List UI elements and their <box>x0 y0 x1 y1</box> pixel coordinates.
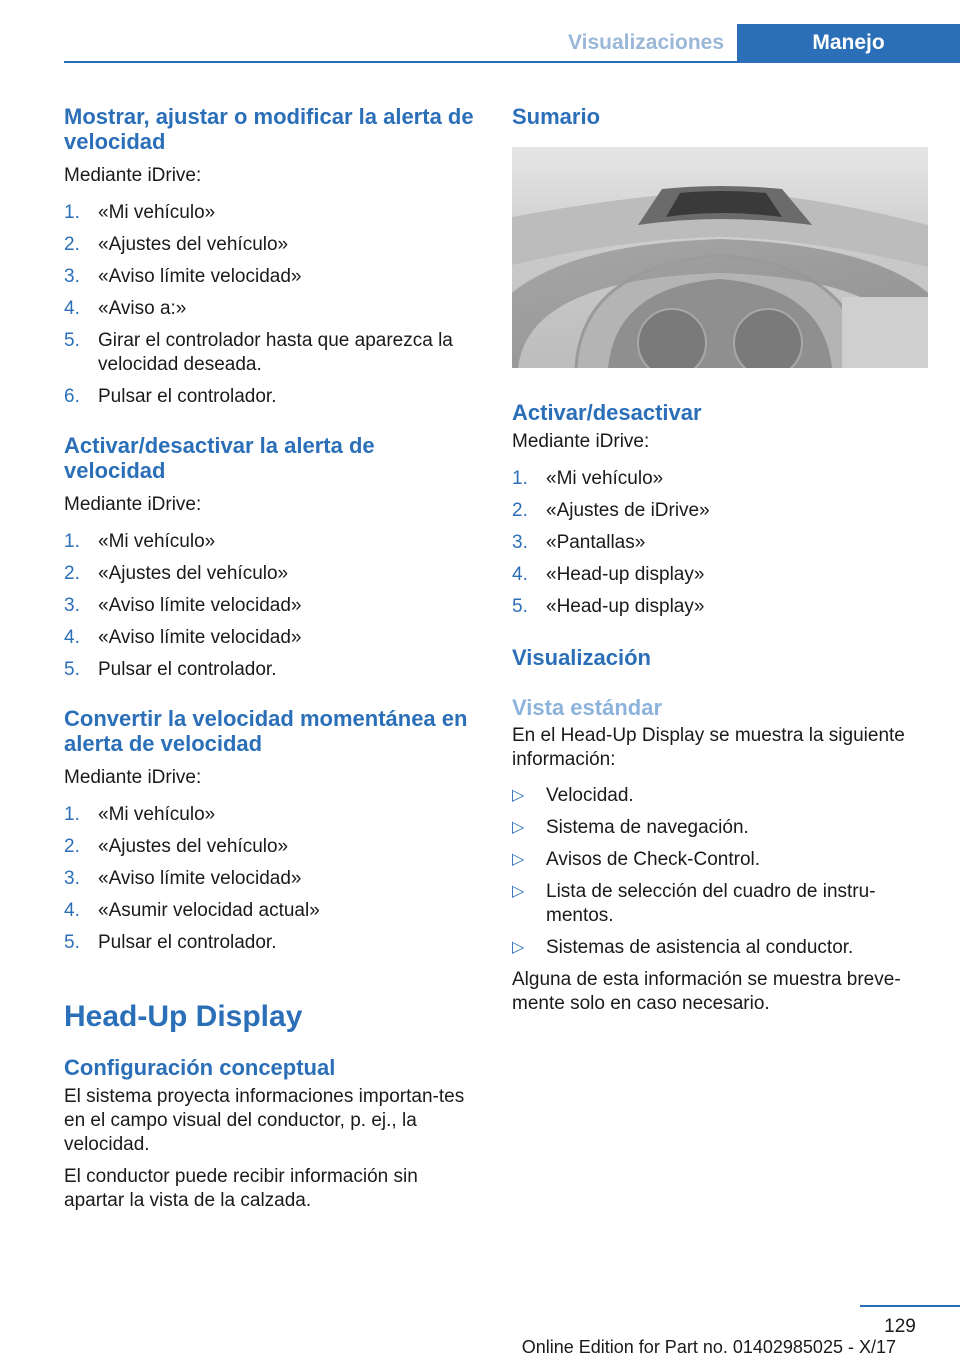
triangle-right-icon: ▷ <box>512 883 525 900</box>
section-title-configuracion: Configuración conceptual <box>64 1055 336 1080</box>
list-item: 5. Girar el controlador hasta que aparezca la velocidad deseada. <box>64 330 453 375</box>
paragraph: Alguna de esta información se muestra breve‐mente solo en caso necesario. <box>512 969 901 1014</box>
paragraph: El conductor puede recibir información sin apartar la vista de la calzada. <box>64 1166 418 1211</box>
list-item: 4. «Aviso límite velocidad» <box>64 627 302 648</box>
list-item: 1. «Mi vehículo» <box>64 804 216 825</box>
list-item: 6. Pulsar el controlador. <box>64 386 277 407</box>
subsection-title-vista-estandar: Vista estándar <box>512 695 663 720</box>
section-title-sumario: Sumario <box>512 104 601 129</box>
paragraph: En el Head-Up Display se muestra la siguiente información: <box>512 725 905 770</box>
list-item: 4. «Head-up display» <box>512 564 705 585</box>
list-item: ▷ Velocidad. <box>512 785 634 806</box>
steps-list-3 <box>64 803 482 955</box>
info-bullet-list <box>512 784 930 960</box>
edition-text: Online Edition for Part no. 01402985025 - X/17 <box>521 1337 896 1357</box>
list-item: 2. «Ajustes del vehículo» <box>64 836 289 857</box>
footer-rule <box>860 1305 960 1307</box>
list-item: 2. «Ajustes del vehículo» <box>64 234 289 255</box>
page-number: 129 <box>884 1316 916 1337</box>
list-item: ▷ Lista de selección del cuadro de instru‐mentos. <box>512 881 876 926</box>
section-title-convertir: Convertir la velocidad momentánea en alerta de velocidad <box>64 706 468 756</box>
triangle-right-icon: ▷ <box>512 787 525 804</box>
list-item: 2. «Ajustes de iDrive» <box>512 500 710 521</box>
intro-text: Mediante iDrive: <box>512 431 650 452</box>
section-title-alerta: Mostrar, ajustar o modificar la alerta de velocidad <box>64 104 474 154</box>
section-title-activar-alerta: Activar/desactivar la alerta de velocidad <box>64 433 375 483</box>
list-item: 1. «Mi vehículo» <box>512 468 664 489</box>
list-item: ▷ Sistemas de asistencia al conductor. <box>512 937 854 958</box>
section-title-visualizacion: Visualización <box>512 645 651 670</box>
intro-text: Mediante iDrive: <box>64 767 202 788</box>
list-item: 3. «Aviso límite velocidad» <box>64 868 302 889</box>
list-item: 5. Pulsar el controlador. <box>64 932 277 953</box>
head-up-display-photo <box>512 147 928 368</box>
list-item: 3. «Pantallas» <box>512 532 646 553</box>
list-item: 4. «Asumir velocidad actual» <box>64 900 320 921</box>
triangle-right-icon: ▷ <box>512 939 525 956</box>
steps-list-2 <box>64 530 482 682</box>
paragraph: El sistema proyecta informaciones importan‐tes en el campo visual del conductor, p. ej., la velocidad. <box>64 1086 465 1155</box>
list-item: 1. «Mi vehículo» <box>64 531 216 552</box>
list-item: ▷ Sistema de navegación. <box>512 817 749 838</box>
section-title-activar: Activar/desactivar <box>512 400 702 425</box>
steps-list-1 <box>64 201 482 409</box>
left-column <box>64 100 482 1213</box>
chapter-title: Head-Up Display <box>64 1000 303 1033</box>
intro-text: Mediante iDrive: <box>64 165 202 186</box>
tab-visualizaciones[interactable]: Visualizaciones <box>557 24 735 61</box>
tab-manejo[interactable]: Manejo <box>737 24 960 61</box>
list-item: ▷ Avisos de Check-Control. <box>512 849 761 870</box>
steps-list-4 <box>512 467 930 619</box>
list-item: 3. «Aviso límite velocidad» <box>64 595 302 616</box>
list-item: 5. Pulsar el controlador. <box>64 659 277 680</box>
triangle-right-icon: ▷ <box>512 819 525 836</box>
right-column <box>512 100 930 1016</box>
list-item: 4. «Aviso a:» <box>64 298 187 319</box>
list-item: 5. «Head-up display» <box>512 596 705 617</box>
list-item: 2. «Ajustes del vehículo» <box>64 563 289 584</box>
list-item: 3. «Aviso límite velocidad» <box>64 266 302 287</box>
intro-text: Mediante iDrive: <box>64 494 202 515</box>
triangle-right-icon: ▷ <box>512 851 525 868</box>
list-item: 1. «Mi vehículo» <box>64 202 216 223</box>
header-rule <box>64 61 960 63</box>
